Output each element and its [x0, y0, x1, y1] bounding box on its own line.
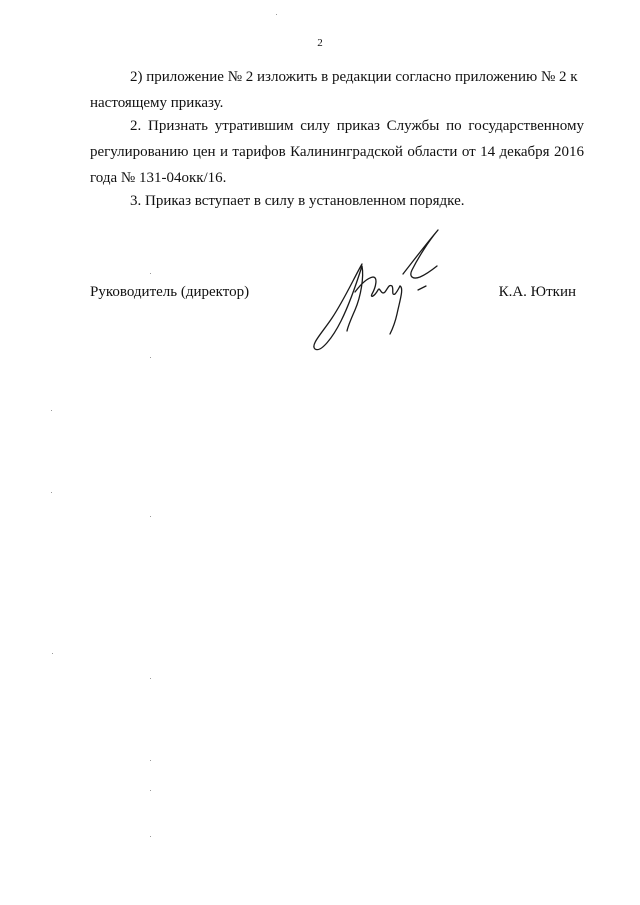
point-2-line-2: регулированию цен и тарифов Калининградской области от 14 декабря 2016 [90, 144, 584, 160]
scan-speck [150, 273, 151, 274]
scan-speck [150, 760, 151, 761]
point-2-line-1: 2. Признать утратившим силу приказ Службы по государственному [130, 118, 584, 134]
scan-speck [150, 836, 151, 837]
paragraph-point-2 [90, 113, 584, 191]
signatory-name: К.А. Юткин [498, 284, 576, 300]
scan-speck [52, 653, 53, 654]
paragraph-point-3 [90, 188, 584, 214]
scan-speck [276, 14, 277, 15]
page-number: 2 [317, 37, 323, 49]
signatory-position: Руководитель (директор) [90, 284, 250, 300]
scan-speck [51, 410, 52, 411]
point-3-text: 3. Приказ вступает в силу в установленном порядке. [130, 193, 465, 209]
item-2-line-2: настоящему приказу. [90, 95, 224, 111]
scan-speck [150, 357, 151, 358]
scan-speck [51, 492, 52, 493]
scan-speck [150, 790, 151, 791]
scan-speck [150, 678, 151, 679]
point-2-line-3: года № 131-04окк/16. [90, 170, 227, 186]
paragraph-item-2 [90, 64, 584, 116]
item-2-line-1: 2) приложение № 2 изложить в редакции согласно приложению № 2 к [130, 69, 578, 85]
handwritten-signature [300, 222, 460, 357]
scan-speck [150, 516, 151, 517]
